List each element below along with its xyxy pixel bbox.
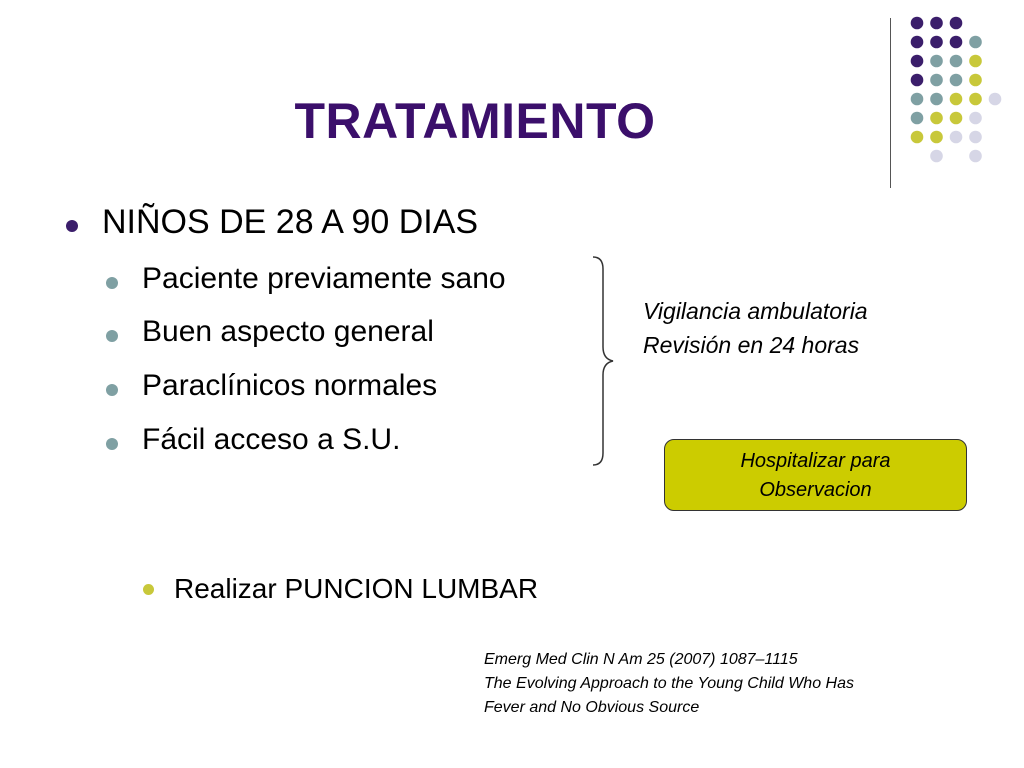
criteria-item: Paraclínicos normales (142, 369, 438, 402)
bullet-icon (143, 584, 154, 595)
reference-line: Emerg Med Clin N Am 25 (2007) 1087–1115 (484, 651, 798, 668)
decorative-dot (930, 112, 943, 125)
bullet-icon (106, 438, 118, 450)
hospitalize-line: Hospitalizar para (740, 450, 891, 472)
decorative-dot (969, 112, 982, 125)
reference-line: The Evolving Approach to the Young Child Who Has (484, 675, 854, 692)
decorative-dot (950, 74, 963, 87)
criteria-item: Buen aspecto general (142, 315, 434, 348)
decorative-dot (930, 93, 943, 106)
criteria-item: Paciente previamente sano (142, 262, 506, 295)
curly-brace-icon (585, 255, 625, 467)
decorative-dot (950, 36, 963, 49)
decorative-dot (969, 74, 982, 87)
decorative-dot (989, 93, 1002, 106)
criteria-item: Fácil acceso a S.U. (142, 423, 401, 456)
decorative-dot (950, 131, 963, 144)
slide-title: TRATAMIENTO (294, 93, 656, 149)
reference-line: Fever and No Obvious Source (484, 699, 700, 716)
decorative-dot (950, 17, 963, 30)
decorative-dot (950, 112, 963, 125)
decorative-dot (930, 36, 943, 49)
main-bullet-text: NIÑOS DE 28 A 90 DIAS (102, 203, 479, 241)
decorative-dot (969, 93, 982, 106)
decorative-dot (911, 17, 924, 30)
decorative-dot (950, 55, 963, 68)
outcome-line: Vigilancia ambulatoria (643, 298, 868, 324)
decorative-dot (930, 55, 943, 68)
hospitalize-line: Observacion (759, 479, 872, 501)
bullet-icon (66, 220, 78, 232)
outcome-line: Revisión en 24 horas (643, 332, 860, 358)
decorative-dot (969, 150, 982, 163)
decorative-dot (969, 131, 982, 144)
decorative-dot (969, 36, 982, 49)
decorative-dot (930, 150, 943, 163)
decorative-dot (930, 17, 943, 30)
decorative-dot (930, 131, 943, 144)
bullet-icon (106, 384, 118, 396)
divider-line (890, 18, 891, 188)
decorative-dot (911, 74, 924, 87)
bullet-icon (106, 330, 118, 342)
decorative-dot (911, 55, 924, 68)
decorative-dot (950, 93, 963, 106)
decorative-dot (911, 93, 924, 106)
decorative-dot (911, 36, 924, 49)
action-bullet-text: Realizar PUNCION LUMBAR (174, 573, 539, 604)
decorative-dot (969, 55, 982, 68)
decorative-dot (911, 112, 924, 125)
decorative-dot (911, 131, 924, 144)
decorative-dot (930, 74, 943, 87)
bullet-icon (106, 277, 118, 289)
hospitalize-box (664, 439, 967, 511)
